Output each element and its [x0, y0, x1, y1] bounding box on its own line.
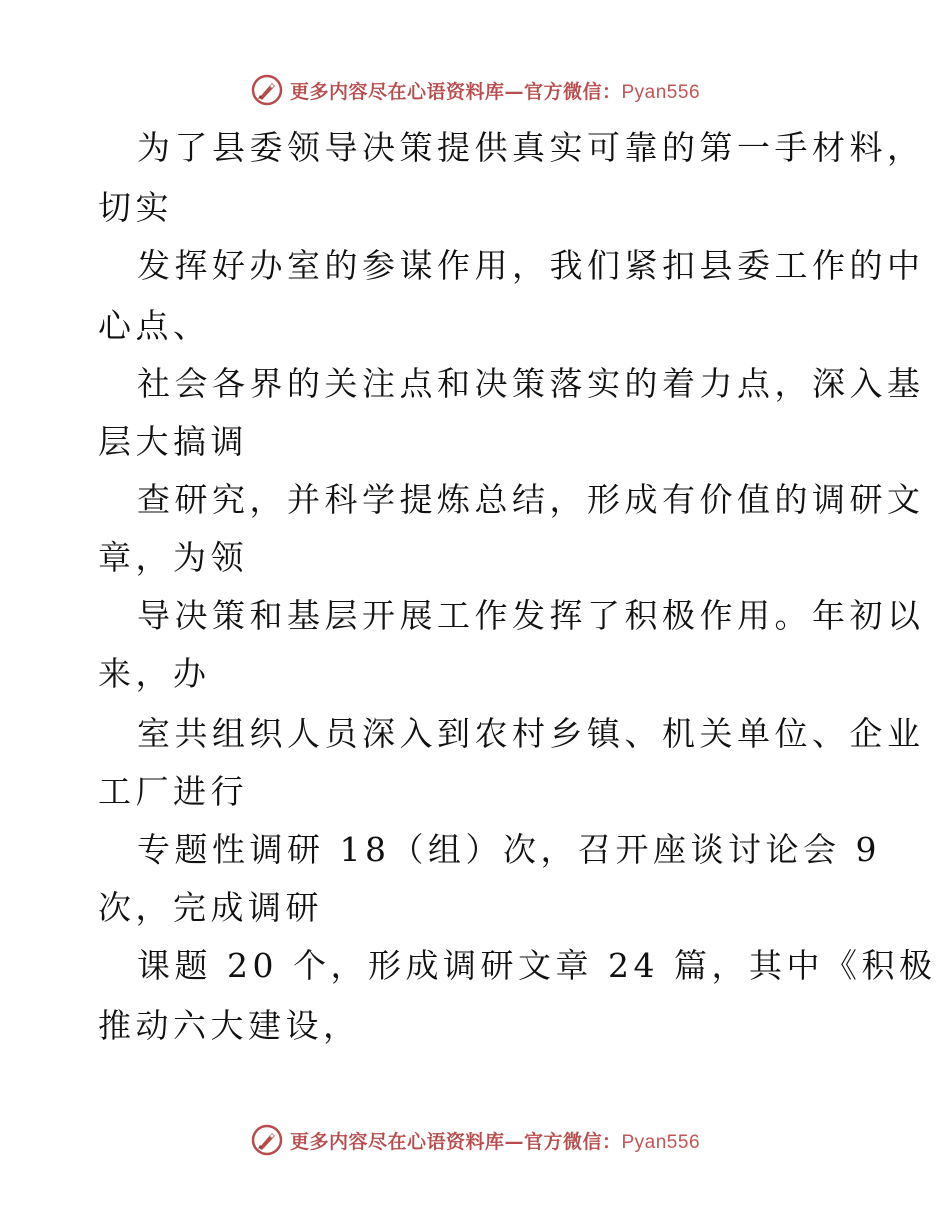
footer-banner-handle: Pyan556 — [621, 1131, 701, 1153]
footer-banner-label: 更多内容尽在心语资料库—官方微信： — [289, 1130, 622, 1153]
text-line-8: 章，为领 — [98, 538, 248, 577]
text-line-15: 课题 20 个，形成调研文章 24 篇，其中《积极 — [137, 946, 937, 985]
text-line-10: 来，办 — [98, 654, 211, 693]
pen-nib-logo-icon — [250, 1123, 284, 1157]
text-line-11: 室共组织人员深入到农村乡镇、机关单位、企业 — [137, 714, 925, 753]
text-line-6: 层大搞调 — [98, 422, 248, 461]
pen-nib-logo-icon — [250, 73, 284, 107]
text-line-4: 心点、 — [98, 306, 211, 345]
footer-banner-text — [290, 1127, 700, 1154]
text-line-2: 切实 — [98, 188, 173, 227]
text-line-7: 查研究，并科学提炼总结，形成有价值的调研文 — [137, 480, 925, 519]
text-line-12: 工厂进行 — [98, 772, 248, 811]
footer-banner — [0, 1120, 950, 1160]
text-line-3: 发挥好办室的参谋作用，我们紧扣县委工作的中 — [137, 246, 925, 285]
text-line-13: 专题性调研 18（组）次，召开座谈讨论会 9 — [137, 830, 881, 869]
text-line-16: 推动六大建设， — [98, 1006, 361, 1045]
text-line-9: 导决策和基层开展工作发挥了积极作用。年初以 — [137, 596, 925, 635]
header-banner-text — [290, 77, 700, 104]
text-line-1: 为了县委领导决策提供真实可靠的第一手材料， — [137, 128, 925, 167]
header-banner — [0, 70, 950, 110]
text-line-14: 次，完成调研 — [98, 888, 323, 927]
text-line-5: 社会各界的关注点和决策落实的着力点，深入基 — [137, 364, 925, 403]
header-banner-label: 更多内容尽在心语资料库—官方微信： — [289, 80, 622, 103]
header-banner-handle: Pyan556 — [621, 81, 701, 103]
